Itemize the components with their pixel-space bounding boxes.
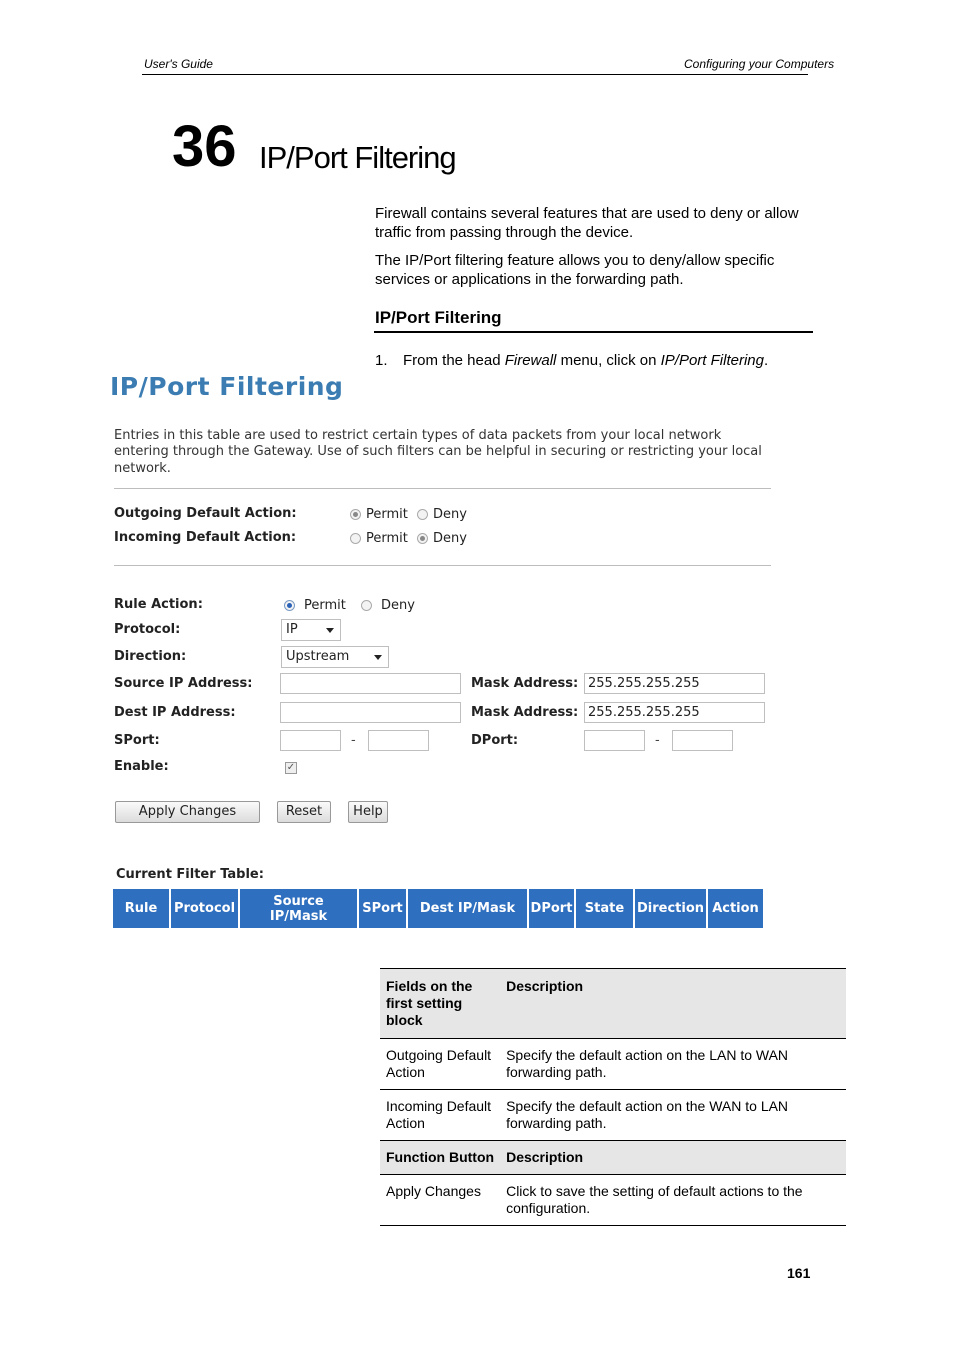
table-header-row xyxy=(380,1141,846,1175)
dest-mask-input[interactable]: 255.255.255.255 xyxy=(584,702,765,723)
page-number: 161 xyxy=(787,1265,811,1281)
column-source-ip-mask xyxy=(240,889,357,928)
outgoing-default-label: Outgoing Default Action: xyxy=(114,506,297,521)
source-ip-input[interactable] xyxy=(280,673,461,694)
protocol-value: IP xyxy=(286,622,298,637)
column-rule: Rule xyxy=(113,889,169,928)
permit-label: Permit xyxy=(304,598,346,613)
step-text-mid: menu, click on xyxy=(556,352,661,369)
radio-icon[interactable] xyxy=(284,600,295,611)
filter-table-header xyxy=(113,889,765,928)
screen-intro: Entries in this table are used to restrict certain types of data packets from your local network entering through the Gateway. Use of such filters can be helpful in securing or restricting your local network. xyxy=(114,428,762,476)
outgoing-deny-option[interactable] xyxy=(417,507,467,522)
dest-ip-label: Dest IP Address: xyxy=(114,705,236,720)
outgoing-permit-option[interactable] xyxy=(350,507,408,522)
description-table xyxy=(380,968,846,1226)
protocol-select[interactable] xyxy=(281,619,341,641)
rule-action-label: Rule Action: xyxy=(114,597,203,612)
step-text-pre: From the head xyxy=(403,352,505,369)
incoming-default-label: Incoming Default Action: xyxy=(114,530,297,545)
step-menu: Firewall xyxy=(504,352,557,369)
sport-start-input[interactable] xyxy=(280,730,341,751)
step-number: 1. xyxy=(375,352,388,369)
desc-cell: Specify the default action on the WAN to LAN forwarding path. xyxy=(500,1090,846,1141)
section-title: IP/Port Filtering xyxy=(375,308,502,327)
header-cell: Function Button xyxy=(380,1141,500,1175)
header-cell: Description xyxy=(500,1141,846,1175)
field-cell: Apply Changes xyxy=(380,1175,500,1226)
screen-title: IP/Port Filtering xyxy=(110,372,344,401)
divider xyxy=(114,488,771,489)
deny-label: Deny xyxy=(433,531,467,546)
table-row xyxy=(380,1175,846,1226)
section-rule xyxy=(374,331,813,333)
intro-paragraph-1: Firewall contains several features that are used to deny or allow traffic from passing through the device. xyxy=(375,205,799,241)
chapter-title: IP/Port Filtering xyxy=(259,140,456,175)
field-cell: Outgoing Default Action xyxy=(380,1039,500,1090)
column-dest-ip-mask: Dest IP/Mask xyxy=(408,889,527,928)
radio-icon[interactable] xyxy=(350,509,361,520)
header-rule xyxy=(142,74,808,75)
field-cell: Incoming Default Action xyxy=(380,1090,500,1141)
incoming-deny-option[interactable] xyxy=(417,531,467,546)
table-header-row xyxy=(380,969,846,1039)
source-mask-label: Mask Address: xyxy=(471,676,579,691)
desc-cell: Click to save the setting of default actions to the configuration. xyxy=(500,1175,846,1226)
sport-end-input[interactable] xyxy=(368,730,429,751)
step-item: IP/Port Filtering xyxy=(660,352,764,369)
rule-permit-option[interactable] xyxy=(284,598,346,613)
rule-deny-option[interactable] xyxy=(361,598,415,613)
column-dport: DPort xyxy=(529,889,574,928)
header-left: User's Guide xyxy=(144,57,213,71)
sport-range-dash: - xyxy=(351,733,356,748)
dport-end-input[interactable] xyxy=(672,730,733,751)
direction-select[interactable] xyxy=(281,646,389,668)
sport-label: SPort: xyxy=(114,733,160,748)
current-filter-table-label: Current Filter Table: xyxy=(116,867,264,882)
step-1 xyxy=(375,352,768,369)
help-button[interactable]: Help xyxy=(348,801,388,823)
radio-icon[interactable] xyxy=(361,600,372,611)
column-protocol: Protocol xyxy=(171,889,238,928)
direction-value: Upstream xyxy=(286,649,350,664)
reset-button[interactable]: Reset xyxy=(277,801,331,823)
column-sport: SPort xyxy=(359,889,406,928)
chevron-down-icon xyxy=(374,655,382,660)
intro-paragraph-2: The IP/Port filtering feature allows you to deny/allow specific services or applications in the forwarding path. xyxy=(375,252,775,288)
radio-icon[interactable] xyxy=(350,533,361,544)
chapter-number: 36 xyxy=(172,114,237,179)
permit-label: Permit xyxy=(366,507,408,522)
desc-cell: Specify the default action on the LAN to WAN forwarding path. xyxy=(500,1039,846,1090)
deny-label: Deny xyxy=(433,507,467,522)
direction-label: Direction: xyxy=(114,649,187,664)
column-source-ip-mask-text: Source IP/Mask xyxy=(269,893,328,924)
step-text-post: . xyxy=(764,352,769,369)
column-direction: Direction xyxy=(635,889,706,928)
enable-checkbox[interactable]: ✓ xyxy=(286,762,296,773)
column-action: Action xyxy=(708,889,763,928)
dport-range-dash: - xyxy=(655,733,660,748)
header-cell: Fields on the first setting block xyxy=(380,969,500,1039)
table-row xyxy=(380,1039,846,1090)
radio-icon[interactable] xyxy=(417,533,428,544)
enable-label: Enable: xyxy=(114,759,169,774)
apply-changes-button[interactable]: Apply Changes xyxy=(115,801,260,823)
header-right: Configuring your Computers xyxy=(684,57,835,71)
source-mask-input[interactable]: 255.255.255.255 xyxy=(584,673,765,694)
header-cell: Description xyxy=(500,969,846,1039)
dport-start-input[interactable] xyxy=(584,730,645,751)
dport-label: DPort: xyxy=(471,733,519,748)
deny-label: Deny xyxy=(381,598,415,613)
incoming-permit-option[interactable] xyxy=(350,531,408,546)
permit-label: Permit xyxy=(366,531,408,546)
column-state: State xyxy=(576,889,633,928)
radio-icon[interactable] xyxy=(417,509,428,520)
dest-ip-input[interactable] xyxy=(280,702,461,723)
dest-mask-label: Mask Address: xyxy=(471,705,579,720)
protocol-label: Protocol: xyxy=(114,622,181,637)
chevron-down-icon xyxy=(326,628,334,633)
divider xyxy=(114,565,771,566)
source-ip-label: Source IP Address: xyxy=(114,676,253,691)
table-row xyxy=(380,1090,846,1141)
